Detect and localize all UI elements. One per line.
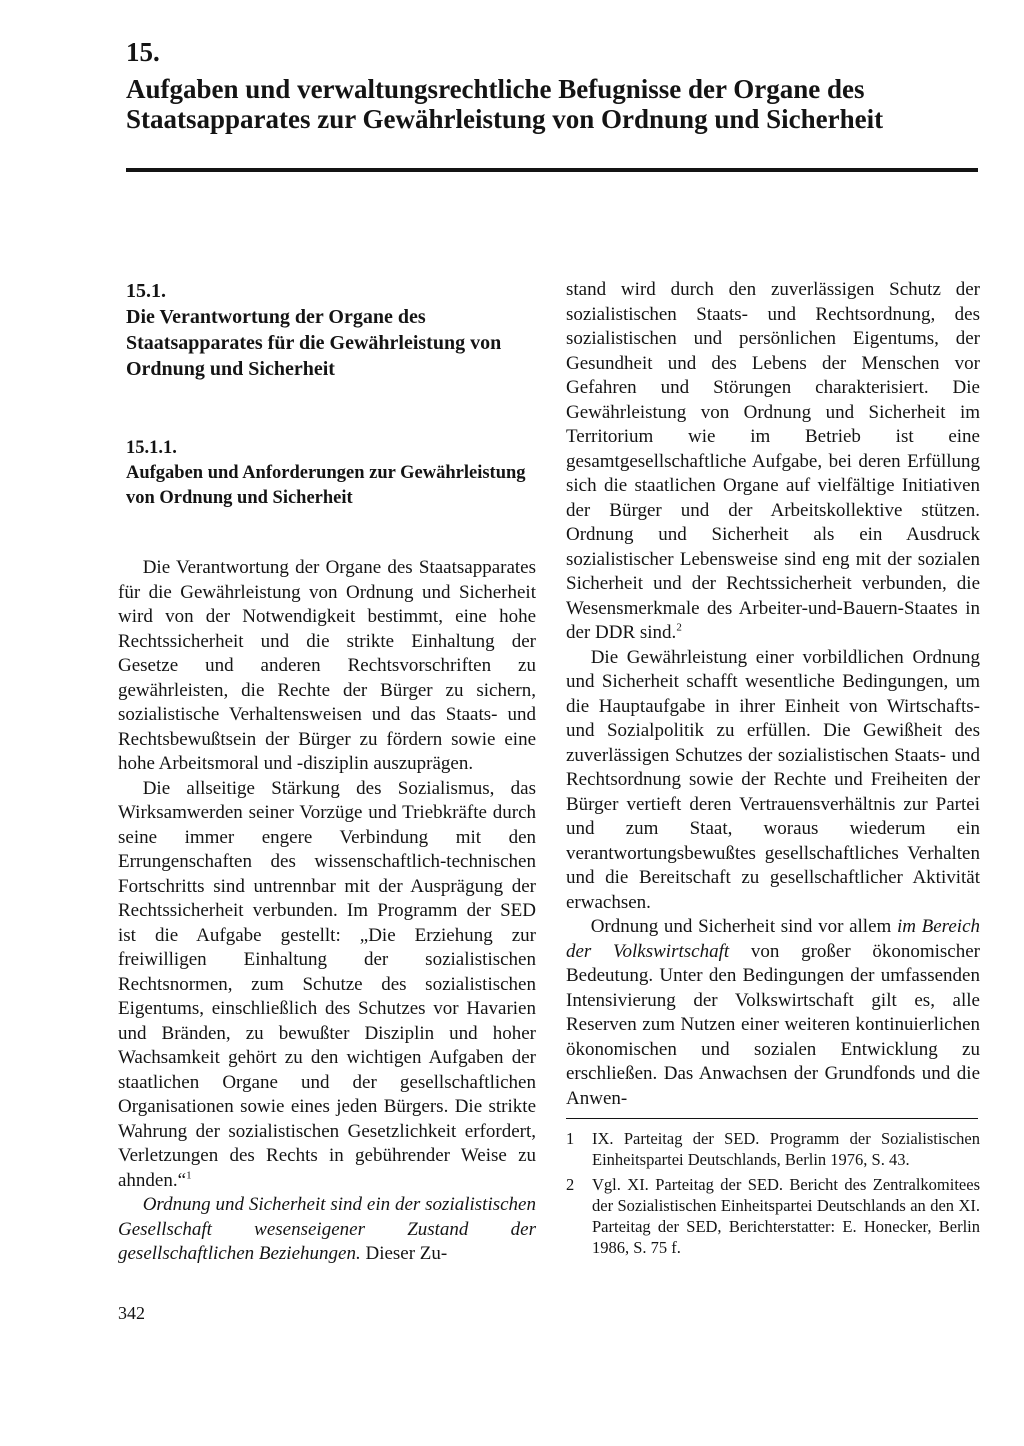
right-paragraph-3-rest: von großer ökonomischer Bedeutung. Unter den Bedingungen der umfassenden Intensivierung der Volkswirtschaft gilt es, alle Reserven zum Nutzen einer weiteren kontinuierlichen ökonomischen und sozialen Entwicklung zu erschließen. Das Anwachsen der Grundfonds und die Anwen-: [566, 940, 980, 1109]
footnote-ref-2: 2: [676, 621, 682, 634]
right-paragraph-1: [566, 278, 980, 646]
left-paragraph-3-italic: Ordnung und Sicherheit sind ein der sozialistischen Gesellschaft wesenseigener Zustand der gesellschaftlichen Beziehungen.: [118, 1194, 536, 1264]
footnote-text: IX. Parteitag der SED. Programm der Sozialistischen Einheitspartei Deutschlands, Berlin 1976, S. 43.: [592, 1129, 980, 1169]
left-paragraph-2-text: Die allseitige Stärkung des Sozialismus, das Wirksamwerden seiner Vorzüge und Triebkräfte durch seine immer engere Verbindung mit den Errungenschaften des wissenschaftlich-technischen Fortschritts sind untrennbar mit der Ausprägung der Rechtssicherheit verbunden. Im Programm der SED ist die Aufgabe gestellt: „Die Erziehung zur freiwilligen Einhaltung der sozialistischen Rechtsnormen, zum Schutze des sozialistischen Eigentums, einschließlich des Schutzes vor Havarien und Bränden, zu bewußter Disziplin und hoher Wachsamkeit gehört zu den wichtigen Aufgaben der staatlichen Organe und der gesellschaftlichen Organisationen sowie eines jeden Bürgers. Die strikte Wahrung der sozialistischen Gesetzlichkeit erfordert, Verletzungen des Rechts in gebührender Weise zu ahnden.“: [118, 777, 536, 1191]
right-paragraph-3: [566, 915, 980, 1111]
subsection-heading: [126, 436, 526, 511]
right-paragraph-3-italic: im Bereich der Volkswirtschaft: [566, 916, 981, 962]
left-paragraph-3-rest: Dieser Zu-: [360, 1243, 448, 1264]
section-heading: [126, 278, 526, 382]
right-paragraph-2: Die Gewährleistung einer vorbildlichen Ordnung und Sicherheit schafft wesentliche Bedingungen, um die Hauptaufgabe in ihrer Einheit von Wirtschafts- und Sozialpolitik zu erfüllen. Die Gewißheit des zuverlässigen Schutzes der sozialistischen Staats- und Rechtsordnung sowie der Rechte und Freiheiten der Bürger vertieft deren Vertrauensverhältnis zur Partei und zum Staat, woraus wiederum ein verantwortungsbewußtes gesellschaftliches Verhalten und die Bereitschaft zu gesellschaftlicher Aktivität erwachsen.: [566, 646, 980, 913]
footnote-ref-1: 1: [186, 1169, 192, 1182]
chapter-rule: [126, 168, 978, 172]
right-paragraph-3-start: Ordnung und Sicherheit sind vor allem: [590, 916, 897, 937]
right-column-body: [566, 278, 980, 1111]
left-paragraph-3: [118, 1193, 536, 1267]
footnote-2: [566, 1174, 980, 1258]
subsection-number: 15.1.1.: [126, 438, 177, 458]
footnote-number: 1: [566, 1129, 575, 1148]
left-column-body: [118, 556, 536, 1267]
right-paragraph-1-text: stand wird durch den zuverlässigen Schutz der sozialistischen Staats- und Rechtsordnung, des sozialistischen und persönlichen Eigentums, der Gesundheit und des Lebens der Menschen vor Gefahren und Störungen charakterisiert. Die Gewährleistung von Ordnung und Sicherheit im Territorium wie im Betrieb ist eine gesamtgesellschaftliche Aufgabe, bei deren Erfüllung sich die staatlichen Organe auf vielfältige Initiativen der Bürger und der Arbeitskollektive stützen. Ordnung und Sicherheit als ein Ausdruck sozialistischer Lebensweise sind eng mit der sozialen Sicherheit und der Rechtssicherheit verbunden, die Wesensmerkmale des Arbeiter-und-Bauern-Staates in der DDR sind.: [566, 279, 980, 643]
subsection-title: Aufgaben und Anforderungen zur Gewährleistung von Ordnung und Sicherheit: [126, 463, 526, 508]
chapter-title: Aufgaben und verwaltungsrechtliche Befugnisse der Organe des Staatsapparates zur Gewährleistung von Ordnung und Sicherheit: [126, 74, 884, 134]
section-number: 15.1.: [126, 280, 166, 302]
footnotes: [566, 1128, 980, 1262]
footnote-1: [566, 1128, 980, 1170]
footnote-number: 2: [566, 1175, 575, 1194]
footnote-text: Vgl. XI. Parteitag der SED. Bericht des Zentralkomitees der Sozialistischen Einheitspartei Deutschlands an den XI. Parteitag der SED, Berichterstatter: E. Honecker, Berlin 1986, S. 75 f.: [592, 1175, 980, 1257]
section-title: Die Verantwortung der Organe des Staatsapparates für die Gewährleistung von Ordnung und Sicherheit: [126, 306, 502, 380]
left-paragraph-2: [118, 777, 536, 1194]
left-paragraph-1: Die Verantwortung der Organe des Staatsapparates für die Gewährleistung von Ordnung und Sicherheit wird von der Notwendigkeit bestimmt, eine hohe Rechtssicherheit und die strikte Einhaltung der Gesetze und anderen Rechtsvorschriften zu gewährleisten, die Rechte der Bürger zu sichern, sozialistische Verhaltensweisen und das Staats- und Rechtsbewußtsein der Bürger zu fördern sowie eine hohe Arbeitsmoral und -disziplin auszuprägen.: [118, 557, 536, 774]
footnote-rule: [566, 1118, 978, 1119]
chapter-number: 15.: [126, 37, 160, 67]
page-number: 342: [118, 1303, 145, 1323]
